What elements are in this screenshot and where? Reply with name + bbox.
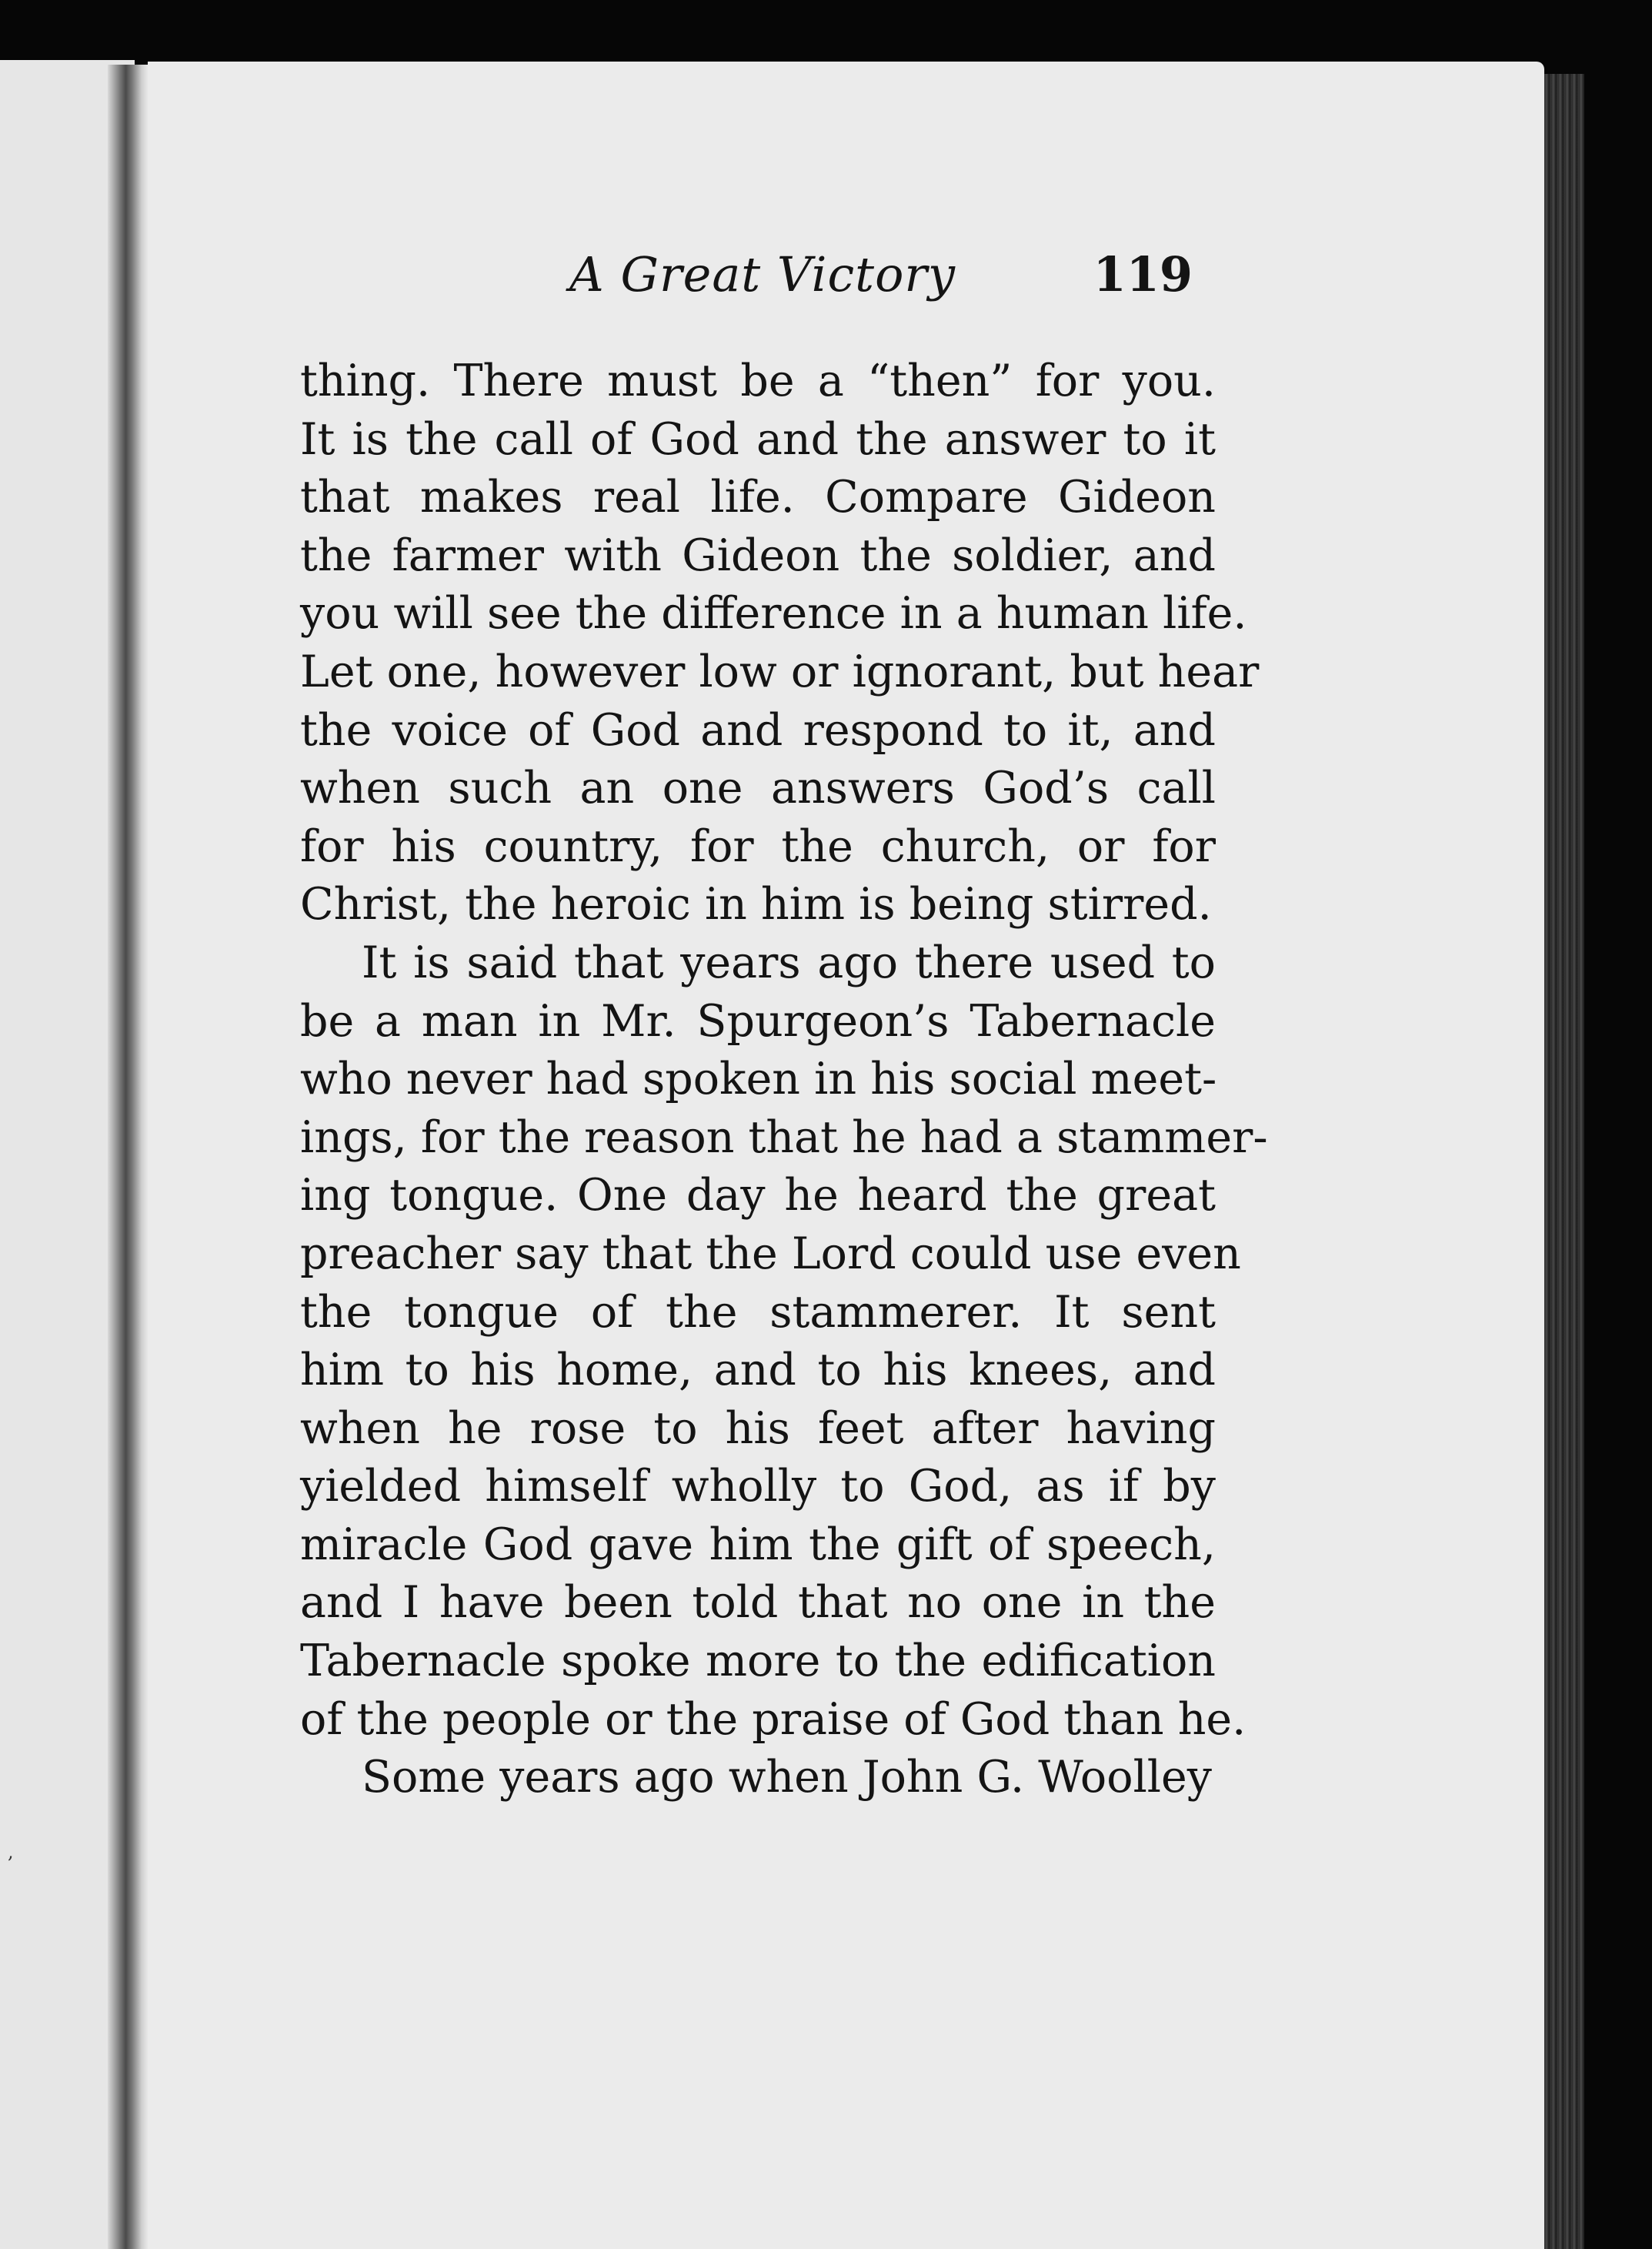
text-line: Christ, the heroic in him is being stirred. [300, 879, 1212, 931]
text-line: Let one, however low or ignorant, but hear [300, 646, 1260, 697]
running-title: A Great Victory [569, 246, 956, 302]
text-line: be a man in Mr. Spurgeon’s Tabernacle [300, 995, 1216, 1047]
text-line: who never had spoken in his social meet- [300, 1054, 1217, 1105]
text-line: of the people or the praise of God than he. [300, 1693, 1247, 1745]
text-line: yielded himself wholly to God, as if by [300, 1461, 1216, 1512]
text-line: the farmer with Gideon the soldier, and [300, 530, 1216, 581]
text-line: ings, for the reason that he had a stammer- [300, 1111, 1268, 1163]
book-spine-gutter [108, 65, 148, 2249]
page-stack-edge [1544, 74, 1584, 2249]
stray-mark: , [8, 1841, 14, 1863]
text-line: Some years ago when John G. Woolley [362, 1752, 1212, 1803]
text-line: and I have been told that no one in the [300, 1577, 1216, 1629]
text-line: the tongue of the stammerer. It sent [300, 1286, 1216, 1338]
text-line: when such an one answers God’s call [300, 763, 1216, 814]
text-line: that makes real life. Compare Gideon [300, 472, 1216, 523]
text-line: It is the call of God and the answer to it [300, 413, 1216, 465]
text-line: It is said that years ago there used to [362, 937, 1216, 988]
text-line: thing. There must be a “then” for you. [300, 356, 1216, 406]
text-line: preacher say that the Lord could use even [300, 1228, 1241, 1279]
text-line: him to his home, and to his knees, and [300, 1345, 1216, 1396]
text-line: for his country, for the church, or for [300, 820, 1216, 872]
text-line: Tabernacle spoke more to the edification [300, 1636, 1216, 1687]
text-line: ing tongue. One day he heard the great [300, 1170, 1216, 1221]
text-line: when he rose to his feet after having [300, 1402, 1216, 1454]
running-header [569, 246, 1193, 308]
page-number: 119 [1093, 246, 1193, 302]
text-line: miracle God gave him the gift of speech, [300, 1519, 1216, 1570]
body-text [300, 353, 1268, 1807]
text-line: the voice of God and respond to it, and [300, 704, 1216, 756]
text-line: you will see the difference in a human life. [300, 588, 1247, 640]
